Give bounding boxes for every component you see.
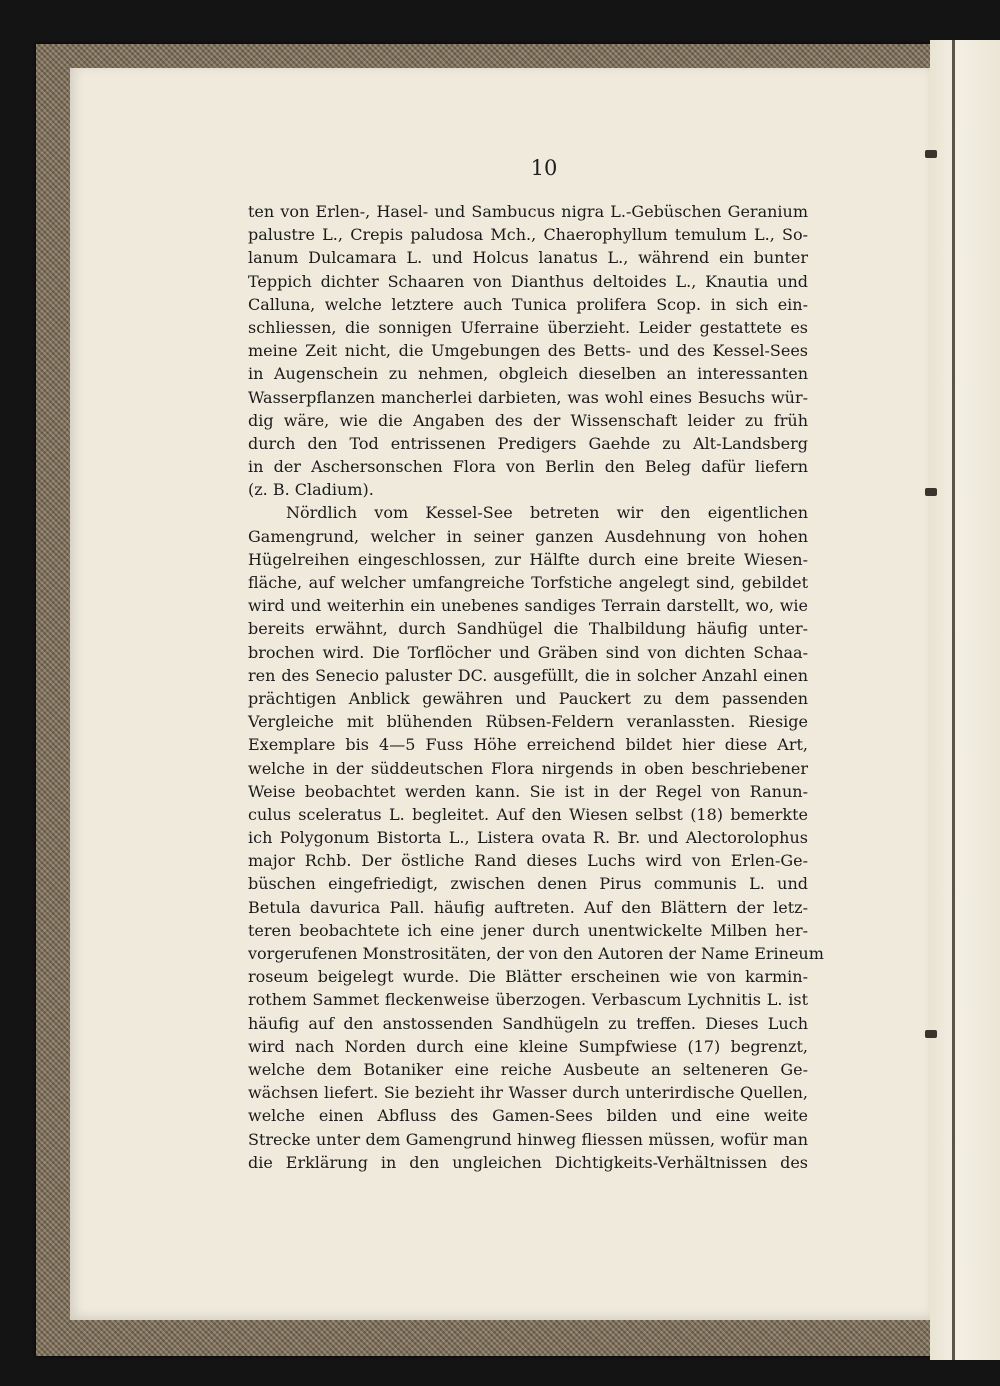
text-line: wächsen liefert. Sie bezieht ihr Wasser durch unterirdische Quellen,	[248, 1083, 808, 1103]
text-line: vorgerufenen Monstrositäten, der von den Autoren der Name Erineum	[248, 944, 824, 963]
text-line: in Augenschein zu nehmen, obgleich dieselben an interessanten	[248, 364, 808, 384]
text-line: Gamengrund, welcher in seiner ganzen Ausdehnung von hohen	[248, 526, 808, 546]
text-line: ich Polygonum Bistorta L., Listera ovata R. Br. und Alectorolophus	[248, 828, 808, 848]
text-line: die Erklärung in den ungleichen Dichtigkeits-Verhältnissen des	[248, 1152, 808, 1172]
text-line: Nördlich vom Kessel-See betreten wir den eigentlichen	[286, 503, 808, 523]
text-line: meine Zeit nicht, die Umgebungen des Betts- und des Kessel-Sees	[248, 341, 808, 361]
text-line: major Rchb. Der östliche Rand dieses Luchs wird von Erlen-Ge-	[248, 851, 808, 871]
text-line: Teppich dichter Schaaren von Dianthus deltoides L., Knautia und	[248, 271, 808, 291]
text-line: durch den Tod entrissenen Predigers Gaehde zu Alt-Landsberg	[248, 433, 808, 453]
text-line: welche einen Abfluss des Gamen-Sees bilden und eine weite	[248, 1106, 808, 1126]
text-line: dig wäre, wie die Angaben des der Wissenschaft leider zu früh	[248, 410, 808, 430]
text-line: ren des Senecio paluster DC. ausgefüllt, die in solcher Anzahl einen	[248, 665, 808, 685]
text-line: wird und weiterhin ein unebenes sandiges Terrain darstellt, wo, wie	[248, 596, 808, 616]
text-line: palustre L., Crepis paludosa Mch., Chaerophyllum temulum L., So-	[248, 225, 808, 245]
text-line: rothem Sammet fleckenweise überzogen. Verbascum Lychnitis L. ist	[248, 990, 808, 1010]
text-line: wird nach Norden durch eine kleine Sumpfwiese (17) begrenzt,	[248, 1036, 808, 1056]
text-line: prächtigen Anblick gewähren und Pauckert zu dem passenden	[248, 688, 808, 708]
text-line: teren beobachtete ich eine jener durch unentwickelte Milben her-	[248, 920, 808, 940]
text-line: roseum beigelegt wurde. Die Blätter erscheinen wie von karmin-	[248, 967, 808, 987]
text-line: lanum Dulcamara L. und Holcus lanatus L., während ein bunter	[248, 248, 808, 268]
text-line: Vergleiche mit blühenden Rübsen-Feldern veranlassten. Riesige	[248, 712, 808, 732]
text-line: Exemplare bis 4—5 Fuss Höhe erreichend bildet hier diese Art,	[248, 735, 808, 755]
edge-mark	[925, 1030, 937, 1038]
text-line: bereits erwähnt, durch Sandhügel die Thalbildung häufig unter-	[248, 619, 808, 639]
text-line: in der Aschersonschen Flora von Berlin den Beleg dafür liefern	[248, 457, 808, 477]
text-line: Hügelreihen eingeschlossen, zur Hälfte durch eine breite Wiesen-	[248, 549, 808, 569]
binding-line	[952, 40, 955, 1360]
text-line: welche in der süddeutschen Flora nirgends in oben beschriebener	[248, 758, 808, 778]
page-number: 10	[530, 156, 558, 180]
text-line: Wasserpflanzen mancherlei darbieten, was wohl eines Besuchs wür-	[248, 387, 808, 407]
text-line: brochen wird. Die Torflöcher und Gräben sind von dichten Schaa-	[248, 642, 808, 662]
text-line: Calluna, welche letztere auch Tunica prolifera Scop. in sich ein-	[248, 294, 808, 314]
text-line: culus sceleratus L. begleitet. Auf den Wiesen selbst (18) bemerkte	[248, 804, 808, 824]
text-line: fläche, auf welcher umfangreiche Torfstiche angelegt sind, gebildet	[248, 573, 808, 592]
body-text	[248, 200, 824, 1174]
text-line: schliessen, die sonnigen Uferraine überzieht. Leider gestattete es	[248, 317, 808, 337]
edge-mark	[925, 488, 937, 496]
text-line: Strecke unter dem Gamengrund hinweg fliessen müssen, wofür man	[248, 1129, 808, 1149]
text-line: ten von Erlen-, Hasel- und Sambucus nigra L.-Gebüschen Geranium	[248, 202, 808, 221]
text-line: Weise beobachtet werden kann. Sie ist in der Regel von Ranun-	[248, 781, 808, 801]
text-line: häufig auf den anstossenden Sandhügeln zu treffen. Dieses Luch	[248, 1013, 808, 1033]
text-line: (z. B. Cladium).	[248, 480, 374, 500]
text-line: büschen eingefriedigt, zwischen denen Pirus communis L. und	[248, 874, 808, 894]
text-line: Betula davurica Pall. häufig auftreten. Auf den Blättern der letz-	[248, 897, 808, 917]
next-page-edge	[930, 40, 1000, 1360]
text-line: welche dem Botaniker eine reiche Ausbeute an selteneren Ge-	[248, 1059, 808, 1079]
